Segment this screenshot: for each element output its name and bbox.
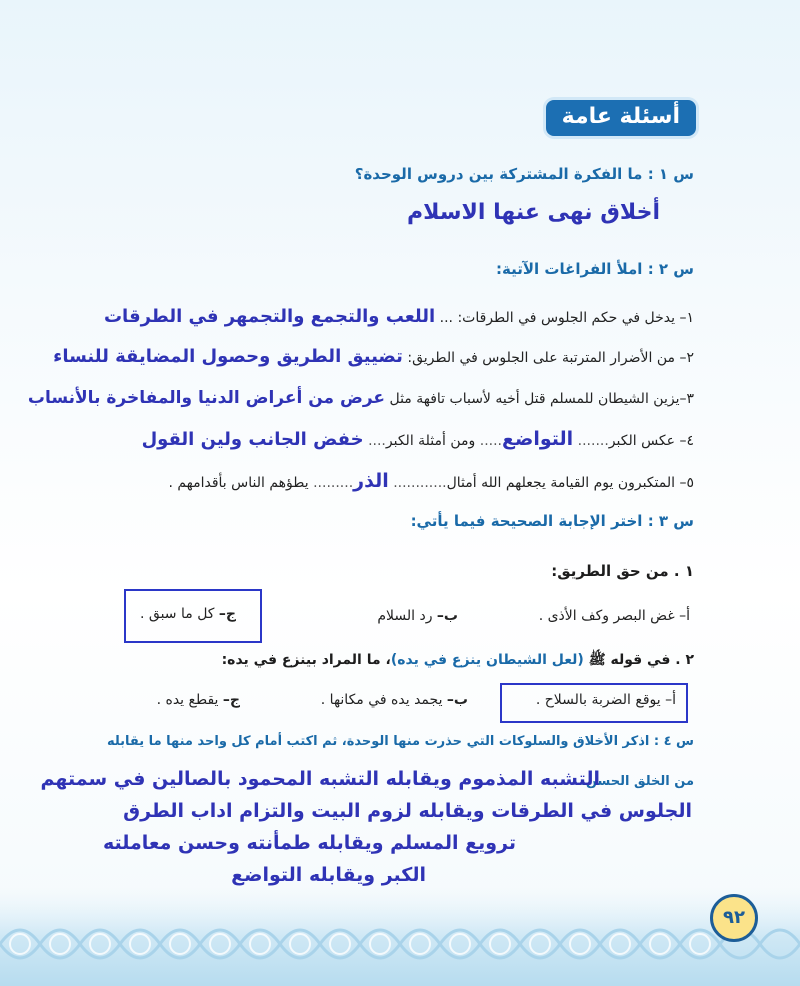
- mcq-2-title-end: ، ما المراد بينزع في يده:: [221, 652, 391, 668]
- fill-item-4-answer-2: خفض الجانب ولين القول: [141, 429, 364, 450]
- question-1-answer: أخلاق نهى عنها الاسلام: [407, 200, 660, 225]
- question-2: [496, 260, 694, 278]
- fill-item-2-answer: تضييق الطريق وحصول المضايقة للنساء: [53, 346, 403, 367]
- fill-item-4: ٤– عكس الكبر....... التواضع..... ومن أمثلة الكبر.... خفض الجانب ولين القول: [141, 428, 694, 450]
- mcq-2-option-c-letter: ج–: [222, 692, 240, 708]
- fill-item-4-prefix: ٤– عكس الكبر: [608, 433, 694, 449]
- mcq-2-option-b-text: يجمد يده في مكانها .: [320, 692, 443, 708]
- fill-item-1-prompt: ١– يدخل في حكم الجلوس في الطرقات: ...: [439, 310, 694, 326]
- fill-item-4-answer-1: التواضع: [502, 428, 574, 450]
- q4-answer-3: ترويع المسلم ويقابله طمأنته وحسن معاملته: [102, 832, 516, 854]
- fill-item-2-prompt: ٢– من الأضرار المترتبة على الجلوس في الطريق:: [407, 350, 694, 366]
- question-2-text: املأ الفراغات الآتية:: [496, 260, 643, 278]
- fill-item-5: ٥– المتكبرون يوم القيامة يجعلهم الله أمثال............ الذر......... يطؤهم الناس بأقدامهم .: [168, 470, 694, 492]
- question-4-label: س ٤ :: [653, 734, 694, 749]
- mcq-2-quote: (لعل الشيطان ينزع في يده): [390, 652, 584, 668]
- mcq-1-title: ١ . من حق الطريق:: [551, 562, 694, 580]
- fill-item-3-answer: عرض من أعراض الدنيا والمفاخرة بالأنساب: [27, 388, 386, 408]
- mcq-2-title-start: ٢ . في قوله ﷺ: [588, 652, 694, 668]
- question-3: [411, 512, 694, 530]
- fill-item-3: [28, 388, 694, 408]
- question-3-label: س ٣ :: [647, 512, 694, 530]
- fill-item-5-prefix: ٥– المتكبرون يوم القيامة يجعلهم الله أمثال: [446, 475, 694, 491]
- mcq-2-title: [222, 651, 694, 671]
- fill-item-3-prompt: ٣–يزين الشيطان للمسلم قتل أخيه لأسباب تافهة مثل: [389, 391, 694, 407]
- mcq-1-option-b-letter: ب–: [436, 608, 458, 624]
- question-1-text: ما الفكرة المشتركة بين دروس الوحدة؟: [354, 165, 643, 183]
- question-4-continued: من الخلق الحسن.: [580, 774, 694, 789]
- q4-answer-1: التشبه المذموم ويقابله التشبه المحمود بالصالين في سمتهم: [40, 768, 600, 790]
- q4-answer-2: الجلوس في الطرقات ويقابله لزوم البيت والتزام اداب الطرق: [123, 800, 692, 822]
- question-3-text: اختر الإجابة الصحيحة فيما يأتي:: [410, 512, 643, 530]
- mcq-1-option-a: أ– غض البصر وكف الأذى .: [538, 608, 690, 624]
- mcq-2-option-b: [321, 692, 468, 708]
- mcq-1-option-b-text: رد السلام: [377, 608, 433, 624]
- mcq-1-option-c: [140, 606, 236, 622]
- mcq-1-option-c-letter: ج–: [218, 606, 237, 622]
- section-title: أسئلة عامة: [546, 100, 696, 136]
- question-1-label: س ١ :: [647, 165, 694, 183]
- fill-item-2: [53, 346, 694, 367]
- fill-item-5-suffix: يطؤهم الناس بأقدامهم .: [168, 475, 309, 491]
- page-number: ٩٢: [710, 894, 758, 942]
- mcq-2-option-c-text: يقطع يده .: [156, 692, 219, 708]
- fill-item-1-answer: اللعب والتجمع والتجمهر في الطرقات: [103, 306, 436, 327]
- question-4-text: اذكر الأخلاق والسلوكات التي حذرت منها الوحدة، ثم اكتب أمام كل واحد منها ما يقابله: [106, 734, 650, 749]
- mcq-2-option-a: أ– يوقع الضربة بالسلاح .: [535, 692, 676, 708]
- decorative-footer-pattern: [0, 856, 800, 986]
- fill-item-5-answer: الذر: [353, 470, 389, 492]
- fill-item-4-middle: ومن أمثلة الكبر: [385, 433, 476, 449]
- mcq-1-option-c-text: كل ما سبق .: [140, 606, 215, 622]
- mcq-2-option-c: [157, 692, 240, 708]
- mcq-1-option-b: [377, 608, 458, 624]
- question-4: [107, 734, 694, 749]
- mcq-2-option-b-letter: ب–: [446, 692, 468, 708]
- question-2-label: س ٢ :: [647, 260, 694, 278]
- fill-item-1: [104, 306, 694, 327]
- question-1: [355, 165, 694, 183]
- q4-answer-4: الكبر ويقابله التواضع: [231, 864, 426, 886]
